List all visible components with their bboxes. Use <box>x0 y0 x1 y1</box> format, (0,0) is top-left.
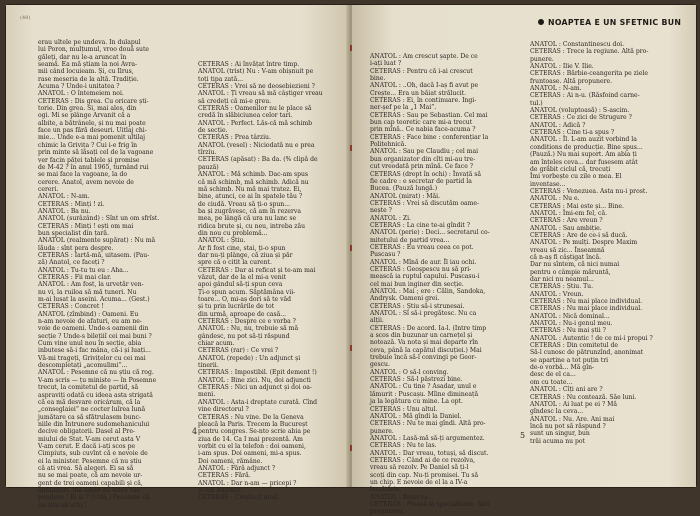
text-line: CETERAS : Ai n-u. (Răsfoind carne- <box>530 92 640 100</box>
text-line: ANATOL (perie) : Deci... secretarul co- <box>370 229 490 237</box>
right-page <box>352 5 696 516</box>
left-page <box>6 5 350 509</box>
text-line: ANATOL : Am fost, la urvetăr ven- <box>38 281 144 289</box>
text-line: mie... Unde e-a mai pomenit ultilaj <box>38 134 146 142</box>
text-line: Acuma ? Unde-i unitatea ? <box>38 83 120 91</box>
text-line: CETERAS : Nu mai place individual. <box>530 298 643 306</box>
text-line: ANATOL : Zi. <box>370 214 411 222</box>
text-line: CETERAS : Bărbie-ceangerita pe ziele <box>530 70 648 78</box>
text-line: tîrziu. <box>198 149 217 157</box>
text-line: CETERAS : Eu vreau ceea ce pot. <box>370 243 474 251</box>
text-line: ner-șef pe la „1 Mai”. <box>370 104 437 112</box>
text-line: CETERAS : Oamenilor nu le place să <box>198 105 312 113</box>
text-line: ANATOL : Pe mulți. Despre Maxim <box>530 239 638 247</box>
text-line: ANATOL : Mai ; ere : Călin, Sandoka, <box>370 288 486 295</box>
text-line: am înțeles ceva... dar fusesem atât <box>530 158 638 166</box>
text-line: ANATOL : Dar vreau, totuși, să discut. <box>370 449 489 457</box>
text-line: Să-l cunosc de pătrunzînd, anonimat <box>530 349 644 357</box>
text-line: ANATOL : N-am. <box>530 85 582 93</box>
text-line: spre că o citit la curent. <box>198 259 272 267</box>
book-spread <box>6 5 696 516</box>
text-line: se aparține a tot puțin tri <box>530 356 609 364</box>
text-line: fie cadre : e secretar de partid la <box>370 177 472 185</box>
text-line: CETERAS (rar) : Ce vrei ? <box>198 347 279 355</box>
text-line: ANATOL : Ai luat pe ei ? Mă <box>530 400 618 408</box>
text-line: nu se mai poate, că am nevoie ur- <box>38 472 143 480</box>
text-line: ANATOL : Mă gîndi la Daniel. <box>370 412 462 420</box>
text-line: ANATOL : Pesemne că nu știu că rog. <box>38 369 154 377</box>
text-line: Crește... Era un băiat strălucit. <box>370 89 467 97</box>
text-line: CETERAS : Ce zici de Strugure ? <box>530 114 632 122</box>
text-line: Dar nu sîntem, că nici numai <box>530 261 620 269</box>
text-line: ANATOL : Ilie V. Ilie. <box>530 63 594 71</box>
text-line: bucătărie. <box>370 486 402 494</box>
text-line: ANATOL : Cîți ani are ? <box>530 386 603 394</box>
text-line: Vă-mi trageți, Grivițelor cu cei mai <box>38 354 146 362</box>
text-line: de-o vorbă... Mă gîn- <box>530 364 595 372</box>
text-line: CETERAS : Nu contează. Săe luni. <box>530 393 637 401</box>
text-line: ANATOL : Vreun. <box>530 290 584 298</box>
text-line: că ea mă desvare oricárum, că la <box>38 398 141 406</box>
text-line: ANATOL (repede) : Un adjunct și <box>198 354 301 362</box>
text-line: CETERAS : Despre ce e vorba ? <box>198 318 296 326</box>
text-line: pundere ! Ei și ? (Urlă.) Pesemne că <box>38 494 150 502</box>
text-line: CETERAS : Geoșpescu nu să pri- <box>370 265 472 273</box>
text-line: bine. <box>370 75 386 83</box>
text-line: decive obligatorii. Dasel al Pre- <box>38 428 135 436</box>
text-line: ANATOL : Adică ? <box>530 121 586 129</box>
text-line: ANATOL (voluptoasă) : S-ascim. <box>530 107 630 115</box>
text-line: ANATOL : Am crescut șapte. De ce <box>370 53 478 60</box>
text-line: CETERAS : Nici un adjunct și doi oa- <box>198 384 312 392</box>
running-header <box>538 18 681 27</box>
text-line: chiar acum. <box>198 340 235 348</box>
text-line: ANATOL : Mă schimb. Dac-am spus <box>198 171 309 179</box>
text-line: ANATOL : Perfect. Lăs-că mă schimb <box>198 119 313 127</box>
text-line: scoți din cap. Nu-ți promisei. Tu să <box>370 471 479 479</box>
text-line: de M-42 ? în anul 1965, turnând rui <box>38 163 149 171</box>
text-line: i-ați luat ? <box>370 60 402 68</box>
corner-mark: (48) <box>20 15 31 21</box>
text-line: apoi gândul să-ți spun ceva <box>198 281 283 289</box>
page-number-right: 5 <box>520 431 526 440</box>
page-number-left: 4 <box>192 427 198 436</box>
text-line: CETERAS : Cine ti-a spus ? <box>530 129 615 137</box>
text-line: propunere. <box>370 508 405 516</box>
text-line: ceva, până la capătul discuției.) Mai <box>370 346 482 354</box>
text-line: ANATOL (mirat) : Măi. <box>370 192 441 200</box>
text-line: CETERAS : Pentru că i-ai crescut <box>370 67 473 75</box>
text-line: cerere. Anatol, avem nevoie de <box>38 178 134 186</box>
text-line: ANATOL : ..Oh, dacă I-aș fi avut pe <box>370 82 479 90</box>
text-line: vreau să rezolv. Pe Daniel să ți-l <box>370 464 469 472</box>
text-line: prin mînă.. Ce nabia face-acuma ? <box>370 126 476 134</box>
text-line: ANATOL (zîmbind) : Oameni. Eu <box>38 310 139 318</box>
text-line: din nou cu problemă... <box>198 229 268 237</box>
text-line: de grăbit ciclul că, trecuți <box>530 165 611 173</box>
text-line: bun organizator din cîti mi-au tre- <box>370 155 476 163</box>
text-line: CETERAS : Fără. <box>198 472 251 480</box>
text-line: Ar fi fost cine, stai, ți-o spun <box>198 244 286 252</box>
text-line: niile din Întrunere sudomehanicului <box>38 420 150 428</box>
text-line: mă schimb. Nu mă mai tratez. Ei, <box>198 185 302 193</box>
text-line: CETERAS : Știu. Tu. <box>530 283 594 291</box>
text-line: ANATOL : Ba nu. <box>38 207 91 215</box>
text-line: de ciudă. Vreau să ți-o spun... <box>198 200 291 208</box>
text-line: gîndesc la ceva... <box>530 408 584 416</box>
text-line: ANATOL : Sî să-i pregătesc. Nu ca <box>370 310 477 318</box>
text-line: că ati vrea. Să alegeri. Ei sa să <box>38 464 134 472</box>
text-line: ANATOL : Ți vreau să mă câștiger vreau <box>198 90 323 98</box>
text-line: din urmă, aproape de casă... <box>198 310 287 318</box>
text-line: CETERAS : Crește-ți unul. <box>198 494 280 502</box>
text-line: N-am adjunct. <box>198 486 242 494</box>
text-line: credă în slăbiciunea celor tari. <box>198 112 293 120</box>
text-line: ANATOL : Nu-i genul meu. <box>530 320 613 328</box>
text-line: punere. <box>370 427 394 435</box>
text-line: bine, atunci, ce ai în spatele tău ? <box>198 193 303 201</box>
text-line: ză) Anatol, ce faceți ? <box>38 259 105 267</box>
text-line: Bucea. (Pauză lungă.) <box>370 185 438 193</box>
text-line: lămurit : Puscașu. Mîine dimineață <box>370 390 479 398</box>
text-line: secție ? Unde-s bilețiiî cei mai buni ? <box>38 332 152 340</box>
text-line: CETERAS : Face bine : conferențiar la <box>370 133 489 141</box>
text-line: cut vreodată prin mînă. Ce face ? <box>370 163 474 171</box>
left-page-column-2 <box>198 61 336 502</box>
text-line: cereri. <box>38 185 59 193</box>
text-line: vreau să zic... Înseamnă <box>530 246 605 254</box>
text-line: văzut, dar de la el mi-a venit <box>198 273 287 281</box>
text-line: CETERAS : Nu vine. De la Geneva <box>198 413 304 421</box>
text-line: CETERAS : Trece la regiune. Altă pro- <box>530 48 649 56</box>
text-line: Îmi vorbește cu zile o mea. El <box>530 173 622 181</box>
text-line: meni. <box>198 391 216 399</box>
text-line: ANATOL : Cu tine ? Asadar, unul e <box>370 383 477 391</box>
text-line: jumătare ca să sfătrulasem bunc- <box>38 413 141 421</box>
text-line: încă nu pot să răspund ? <box>530 422 606 430</box>
text-line: ANATOL : Bine zici. Nu, doi adjuncti <box>198 376 311 384</box>
right-page-column-1 <box>370 53 520 516</box>
text-line: CETERAS : Nu mai place individual. <box>530 305 643 313</box>
text-line: ANATOL : O să-l conving. <box>370 368 449 376</box>
text-line: „conseglaiei” ne cocter luîrea lună <box>38 406 146 414</box>
text-line: descompletați „acomulimi”... <box>38 362 128 370</box>
text-line: CETERAS : Ai învățat între timp. <box>198 61 300 68</box>
text-line: CETERAS : Pleacă la specializare. Altă <box>370 500 490 508</box>
text-line: tul.) <box>530 99 543 107</box>
text-line: CETERAS : La cine te-ai gîndit ? <box>370 221 471 229</box>
text-line: trăi acuma nu pot <box>530 437 586 445</box>
text-line: CETERAS : Din comitetul de <box>530 342 619 350</box>
text-line: Politehnică. <box>370 141 407 149</box>
text-line: nește ? <box>370 207 392 215</box>
text-line: punere. <box>530 55 554 63</box>
text-line: CETERAS : Nu te mai gîndi. Altă pro- <box>370 420 486 428</box>
text-line: CETERAS : Unu altul. <box>370 405 438 413</box>
text-line: ANATOL (realmente supărat) : Nu mă <box>38 237 156 245</box>
text-line: aspraviți odată cu ideea asta strigată <box>38 391 153 399</box>
text-line: pauză) <box>198 163 219 171</box>
text-line: CETERAS : Dis grea. Cu oricare ști- <box>38 97 149 105</box>
text-line: CETERAS : Are de ce-i să ducă. <box>530 231 628 239</box>
text-line: ANATOL : Lasă-mă să-ți argumentez. <box>370 434 485 442</box>
text-line: CETERAS : Sau pe Sebastian. Cel mai <box>370 111 488 119</box>
text-line: că mă schimb, mă schimb. Adică nu <box>198 178 309 186</box>
text-line: ANATOL : Sau pe Claudiu ; cel mai <box>370 148 479 156</box>
text-line: de secție. <box>198 127 228 135</box>
text-line: un chip. E nevoie de el la a IV-a <box>370 478 468 486</box>
text-line: ANATOL : Constantinescu doi. <box>530 41 625 48</box>
text-line: Cimpiuts, sub cuvînt că e nevoie de <box>38 450 148 458</box>
text-line: CETERAS (drept în ochi) : Învață să <box>370 170 482 178</box>
text-line: ANATOL : Sau ambiție. <box>530 224 602 232</box>
text-line: cel mai bun inginer din secție. <box>370 280 464 288</box>
text-line: vine directorul ? <box>198 406 249 414</box>
text-line: dar nu-ți plânge, că ziua și păr <box>198 251 293 259</box>
text-line: conditions de producție. Bine spus... <box>530 143 643 151</box>
text-line: dar nici nu neamul... <box>530 276 594 283</box>
text-line: Puscasu ? <box>370 251 401 259</box>
text-line: fruntoase. Altă propunere. <box>530 77 613 85</box>
text-line: sunt un singur, bun <box>530 430 590 438</box>
text-line: ANATOL : Mînă de aur. Îl iau ochi. <box>370 258 477 266</box>
text-line: inbutese să-i fac mâna, că-i și luați... <box>38 347 151 355</box>
text-line: (Pauză.) Nu mai suport. Am abia ți <box>530 151 637 159</box>
text-line: notează. Va nota și mai departe rîn <box>370 339 479 347</box>
text-line: lui Poron, mulțumul, vroo două sute <box>38 46 150 54</box>
text-line: mitetului de partid vrea... <box>370 236 450 244</box>
text-line: găleți, dar nu le-a aruncat în <box>38 53 127 61</box>
text-line: ANATOL (vesel) : Niciodată nu e prea <box>198 141 315 149</box>
text-line: miului de Stat. V-am cerut asta V <box>38 435 141 443</box>
text-line: torie. Din grea. Si, mai ales, din <box>38 105 137 113</box>
text-line: mească ia ruptul capului. Puscasu-i <box>370 273 480 281</box>
text-line: ANATOL : Fără adjunct ? <box>198 464 276 472</box>
text-line: CETERAS : Vrei să ne deosebiezieni ? <box>198 83 315 91</box>
text-line: CETERAS : Vrei să discutăm oame- <box>370 199 480 207</box>
text-line: ANATOL : Asta-i dreptate curată. Cînd <box>198 398 318 406</box>
text-line: desc de el ca... <box>530 371 576 379</box>
text-line: CETERAS : Prea târziu. <box>198 134 271 142</box>
text-line: mii când locuieam. Și, cu Ilrus, <box>38 68 134 76</box>
text-line: CETERAS : Are vreun ? <box>530 217 603 225</box>
left-page-column-1 <box>38 39 188 509</box>
text-line: n-am nevoie de afaturi, eu am ne- <box>38 318 142 326</box>
text-line: ver facin păței tablele și promise <box>38 156 140 164</box>
text-line: CETERAS : Iartă-mă, uitasem. (Pau- <box>38 251 150 259</box>
text-line: CETERAS : Nu te las. <box>370 442 437 450</box>
text-line: CETERAS : Concret ! <box>38 303 104 311</box>
text-line: CETERAS : Venezuea. Asta nu-i prost. <box>530 187 648 195</box>
text-line: ogi. Mi se plânge Arvanit că a <box>38 112 131 120</box>
text-line: ANATOL : Nică dominal... <box>530 312 610 320</box>
text-line: ANATOL : Autentic ! de ce mi-i propui ? <box>530 334 653 342</box>
text-line: ANATOL : Tu-tu tu eu : Aha... <box>38 266 129 274</box>
text-line: gescu. <box>370 361 390 369</box>
text-line: ANATOL (trist) Nu : V-am obișnuit pe <box>198 68 314 76</box>
text-line: ANATOL : Știu. <box>198 237 246 245</box>
text-line: ei la minister. Pesemne că nu știu <box>38 457 142 465</box>
text-line: alții. <box>370 317 384 325</box>
text-line: albite, a bătrânele, și nu mai poate <box>38 119 146 127</box>
text-line: vorbit cu el la telefon : doi oameni, <box>198 442 306 450</box>
text-line: trecut, la comitetul de partid, să <box>38 384 139 392</box>
text-line: chimic la Grivița ? Cui i-e frig în <box>38 141 138 149</box>
text-line: se mai face la vagoane, la do <box>38 171 128 179</box>
text-line: ridica brute și, cu neu, intreba zău <box>198 222 306 230</box>
text-line: ja la legătura cu mine. La opt. <box>370 398 463 406</box>
text-line: CETERAS : Fii mai clar. <box>38 274 112 281</box>
text-line: și tu prin lucrările de tot <box>198 303 275 311</box>
text-line: Doi oameni, rămâne. <box>198 457 263 465</box>
text-line: tinerii. <box>198 362 219 370</box>
right-page-column-2 <box>530 41 680 445</box>
text-line: bun cap teoretic care mi-a trecut <box>370 119 473 127</box>
text-line: i-am spus. Doi oameni, mi-a spus. <box>198 450 302 458</box>
text-line: CETERAS (apăsat) : Ba da. (% clipă de <box>198 156 318 164</box>
text-line: erau ultele pe undeva. In dulapul <box>38 39 141 46</box>
text-line: ANATOL : Îmi-em fel, că. <box>530 209 608 217</box>
text-line: Andrysk. Oameni grei. <box>370 295 440 303</box>
text-line: ANATOL : Nu. Are. Ani mai <box>530 415 615 423</box>
text-line: mea, pe lângă că ura nu lanc se <box>198 215 297 223</box>
text-line: ANATOL : O întemeiem noi. <box>38 90 124 98</box>
text-line: CETERAS : Impostibil. (Epit dement !) <box>198 369 317 377</box>
bullet-icon <box>538 19 544 25</box>
text-line: ANATOL : Îl. L-am auzit vorbind la <box>530 136 637 144</box>
text-line: gent de trei oameni capabili și că, <box>38 479 143 487</box>
text-line: om cu toate... <box>530 378 573 386</box>
text-line: CETERAS : Dar ai reficat și te-am mai <box>198 266 316 274</box>
text-line: CETERAS : Minți ! zi. <box>38 200 105 208</box>
text-line: că n-aș fi câștigat încă. <box>530 253 602 261</box>
text-line: bun specialist din țară. <box>38 229 110 237</box>
text-line: ba și zugrăvesc, că am în rezerva <box>198 207 301 215</box>
text-line: gândesc, nu pot să-ți răspund <box>198 332 290 340</box>
text-line: Cum vine unul nou în secție, abia <box>38 340 142 348</box>
text-line: nu vi, la ruiloa să mă tuneri. Nu <box>38 288 137 296</box>
text-line: CETERAS : Nu mai știi ? <box>530 327 606 335</box>
text-line: pentru congres. Se-nto scrie abia pe <box>198 428 311 436</box>
text-line: pentru o câmpie măruntă, <box>530 268 611 276</box>
text-line: m-ai lusat la aseini. Acuma... (Gest.) <box>38 296 150 304</box>
text-line: V-am scris — țu ministe — în Posemne <box>38 376 157 384</box>
text-line: voie de oameni. Unde-s oamenii din <box>38 325 149 333</box>
text-line: face un pas fără deseuri. Uitlaj chi- <box>38 127 147 135</box>
text-line: ANATOL : Nu e. <box>530 195 580 203</box>
text-line: ANATOL : Dar n-am — pricepi ? <box>198 479 297 487</box>
text-line: Ți-o spun acum. Săptămâna vii- <box>198 288 296 296</box>
text-line: altminteri, mă lepăd de orice răs- <box>38 486 142 494</box>
text-line: ANATOL : N-am. <box>38 193 90 201</box>
text-line: nu știu să urlu ! <box>38 501 87 509</box>
running-header-title: NOAPTEA E UN SFETNIC BUN <box>548 18 682 27</box>
text-line: lăuda : sînt pera despre. <box>38 244 114 252</box>
text-line: inventase... <box>530 180 566 188</box>
text-line: ANATOL : Nu, nu, trebuie să mă <box>198 325 299 333</box>
text-line: prin minte să lăsați cel de la vagoane <box>38 149 154 157</box>
text-line: toare... O, mi-aș dori să te văd <box>198 296 292 303</box>
text-line: toți tipa zată... <box>198 75 244 83</box>
text-line: CETERAS : Minți ! ești om mai <box>38 222 134 230</box>
text-line: ANATOL (surâzând) : Sînt un om sfrîst. <box>38 215 160 223</box>
text-line: pleacă la Paris. Trecem la Bucureșt <box>198 420 308 428</box>
text-line: CETERAS : Ei, în continuare. Ingi- <box>370 97 477 105</box>
text-line: CETERAS : Mai este și... Bine. <box>530 202 624 210</box>
text-line: rase meseria de la altă. Tradiție. <box>38 75 139 83</box>
text-line: ANATOL : Rezerva. <box>370 493 430 501</box>
text-line: CETERAS : Când ai de ce rezolva, <box>370 456 476 464</box>
text-line: a scos din buzunar un carnețel și <box>370 332 473 340</box>
text-line: CETERAS : Să-l păstrezi bine. <box>370 376 463 384</box>
text-line: ziua de 14. Ca I mai prezentă. Am <box>198 435 303 443</box>
text-line: V-am cerut. E dacă i-ați scos pe <box>38 442 136 450</box>
text-line: CETERAS : Știu să-i strunesai. <box>370 302 465 310</box>
text-line: să credeți că mi-e greu. <box>198 97 272 105</box>
text-line: seamă. Ea mă știam la noi Avra- <box>38 61 138 69</box>
text-line: CETERAS : De acord. Ia-l. (Intre timp <box>370 324 487 332</box>
text-line: trebuie încă să-l convingi pe Geor- <box>370 354 477 362</box>
